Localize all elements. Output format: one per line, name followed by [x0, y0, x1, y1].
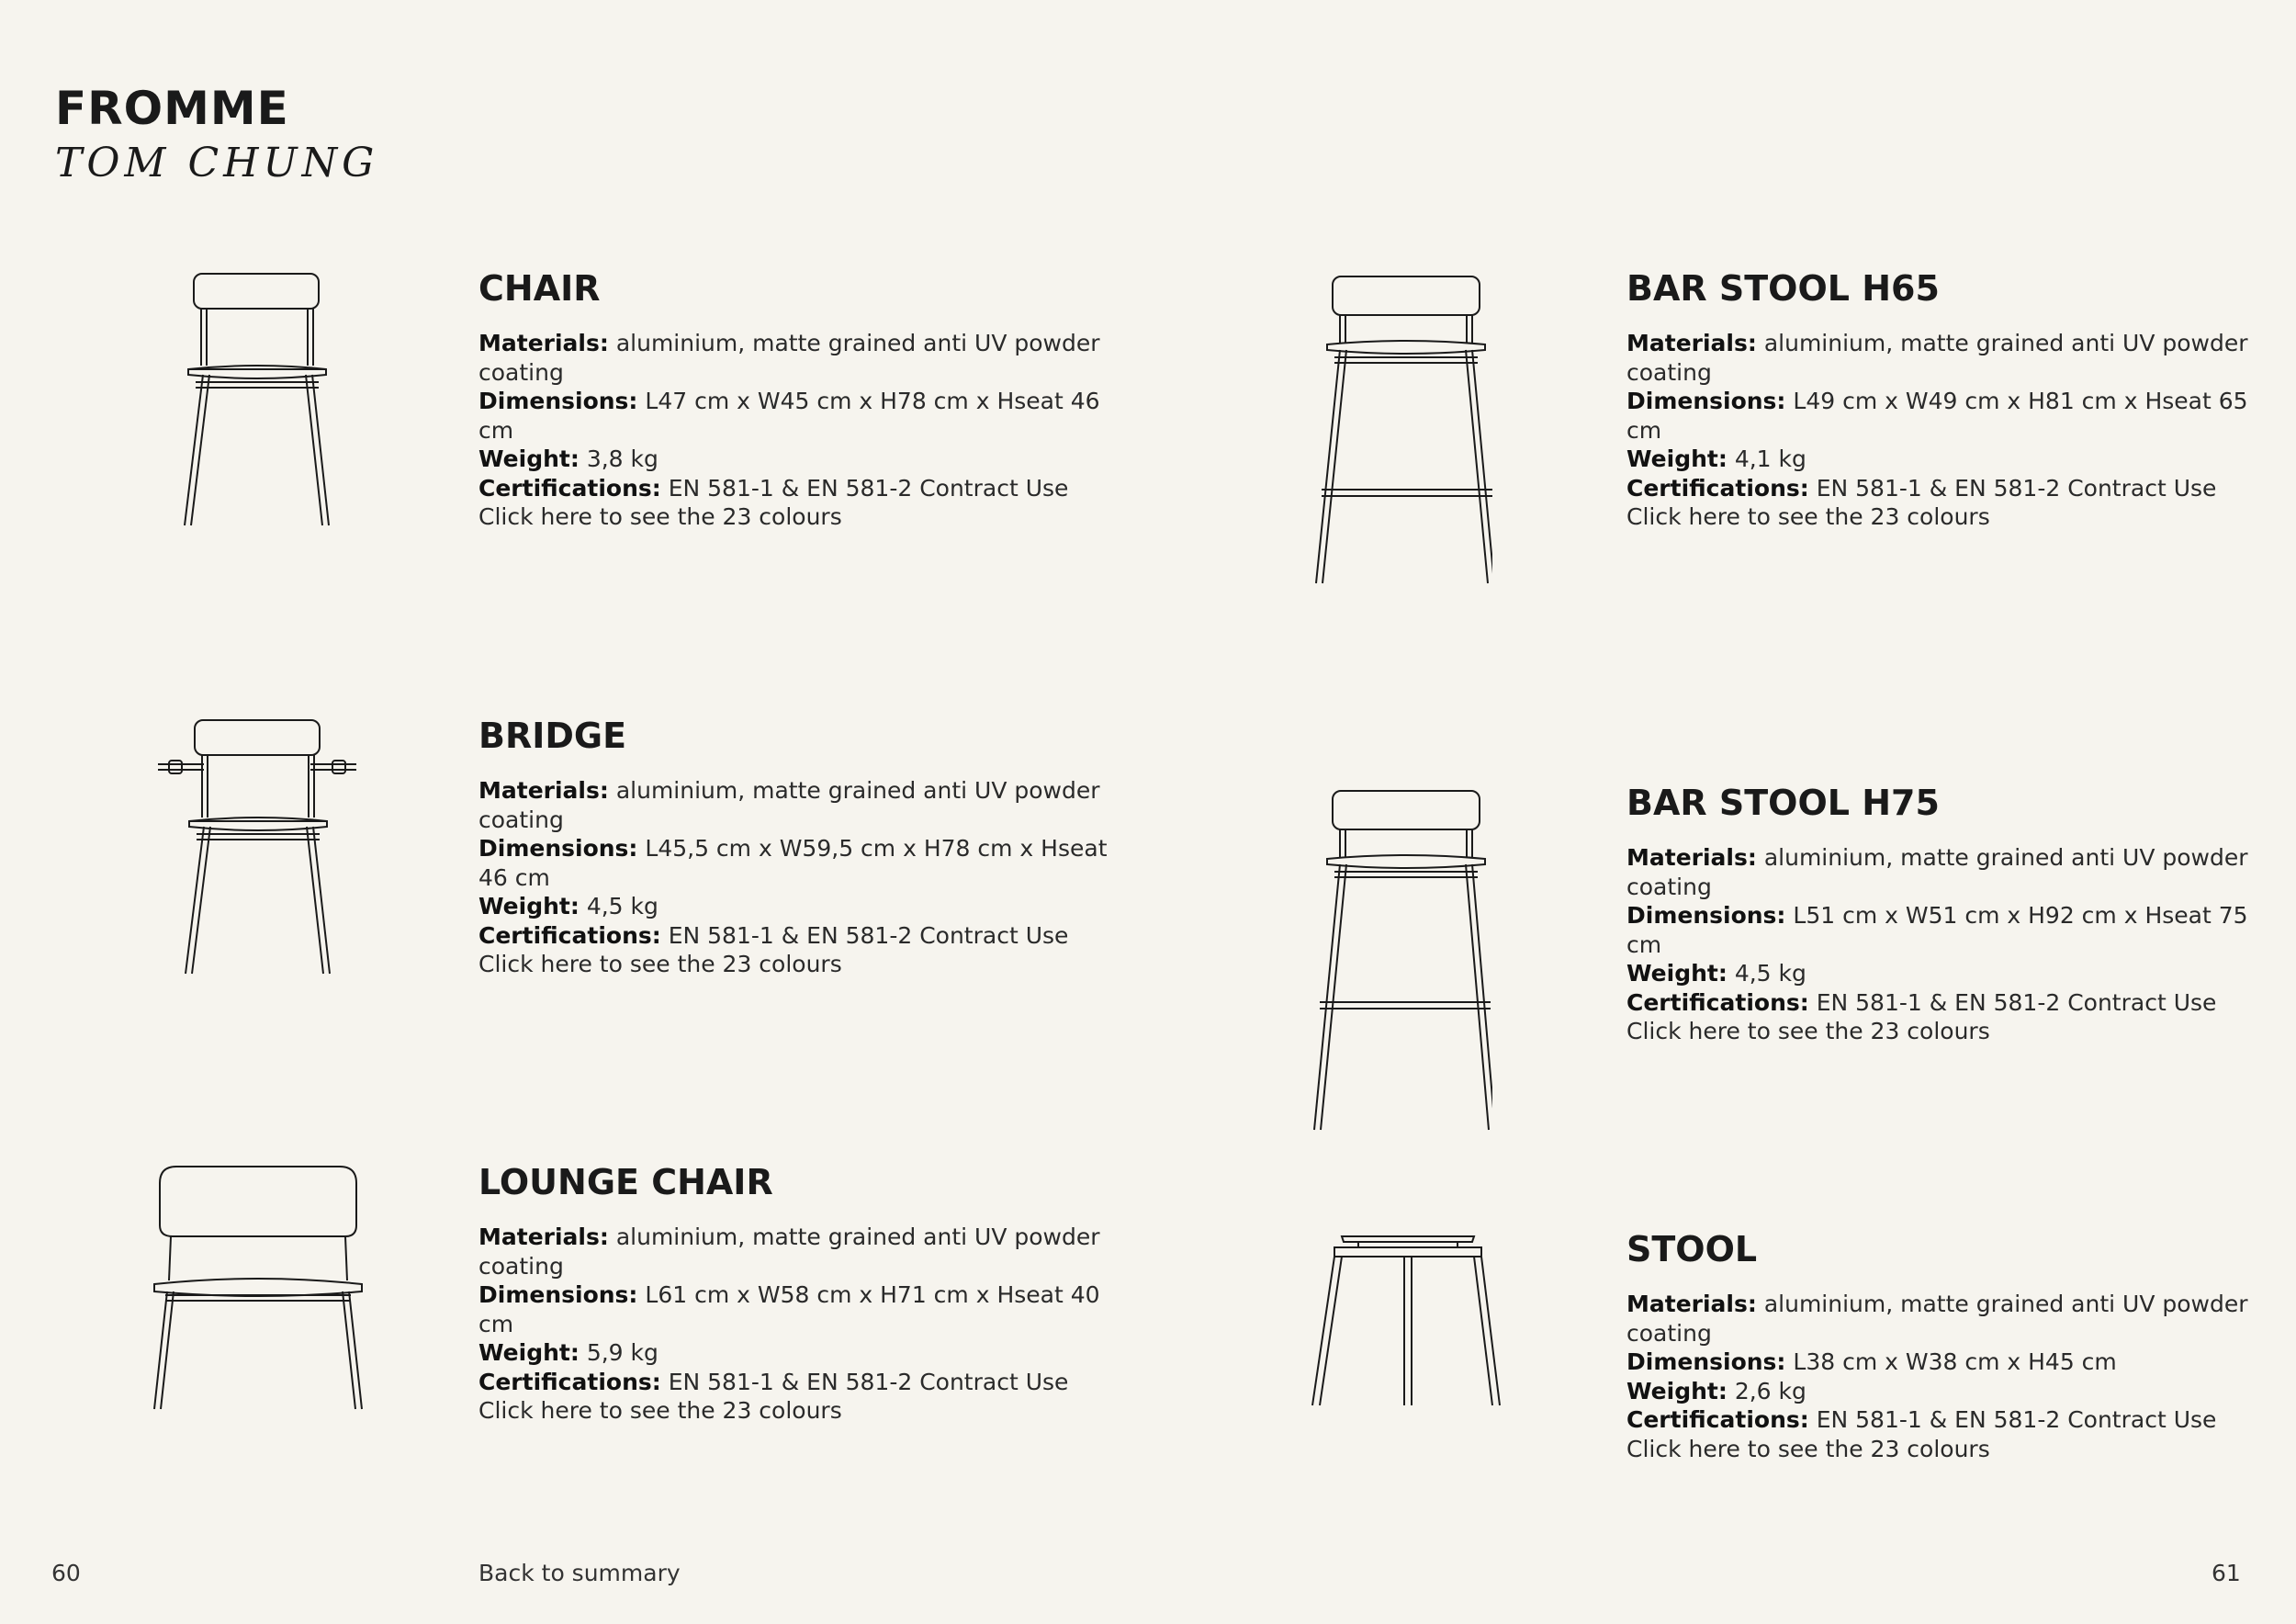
product-title: BRIDGE [478, 716, 627, 756]
product-chair [478, 266, 1121, 532]
armchair-drawing [156, 715, 363, 986]
product-bar-stool-h75 [1626, 781, 2269, 1046]
certifications-line: Certifications: EN 581-1 & EN 581-2 Contract Use [1626, 1406, 2217, 1433]
page-number-right: 61 [2212, 1560, 2241, 1586]
certifications-line: Certifications: EN 581-1 & EN 581-2 Contract Use [478, 921, 1069, 949]
product-title: LOUNGE CHAIR [478, 1162, 773, 1202]
materials-line: Materials: aluminium, matte grained anti UV powder coating [1626, 844, 2248, 900]
product-stool [1626, 1227, 2269, 1463]
certifications-line: Certifications: EN 581-1 & EN 581-2 Contract Use [478, 1368, 1069, 1395]
brand-header [55, 81, 378, 189]
colours-link[interactable]: Click here to see the 23 colours [1626, 1018, 1990, 1044]
certifications-line: Certifications: EN 581-1 & EN 581-2 Contract Use [1626, 988, 2217, 1016]
product-bridge [478, 714, 1121, 979]
weight-line: Weight: 3,8 kg [478, 445, 658, 472]
weight-line: Weight: 2,6 kg [1626, 1377, 1806, 1404]
dimensions-line: Dimensions: L51 cm x W51 cm x H92 cm x Hseat 75 cm [1626, 902, 2248, 958]
materials-line: Materials: aluminium, matte grained anti UV powder coating [478, 1224, 1100, 1280]
colours-link[interactable]: Click here to see the 23 colours [1626, 503, 1990, 530]
materials-line: Materials: aluminium, matte grained anti UV powder coating [1626, 330, 2248, 386]
bar-stool-h75-drawing [1309, 785, 1492, 1139]
certifications-line: Certifications: EN 581-1 & EN 581-2 Contract Use [1626, 474, 2217, 502]
dimensions-line: Dimensions: L38 cm x W38 cm x H45 cm [1626, 1348, 2117, 1375]
weight-line: Weight: 4,5 kg [1626, 960, 1806, 987]
weight-line: Weight: 4,5 kg [478, 893, 658, 919]
page-number-left: 60 [51, 1560, 81, 1586]
collection-title: FROMME [55, 82, 289, 135]
back-to-summary-link[interactable]: Back to summary [478, 1560, 681, 1586]
materials-line: Materials: aluminium, matte grained anti UV powder coating [478, 777, 1100, 833]
product-title: STOOL [1626, 1229, 1758, 1269]
product-title: BAR STOOL H65 [1626, 268, 1940, 309]
weight-line: Weight: 4,1 kg [1626, 445, 1806, 472]
product-lounge-chair [478, 1160, 1121, 1426]
certifications-line: Certifications: EN 581-1 & EN 581-2 Contract Use [478, 474, 1069, 502]
colours-link[interactable]: Click here to see the 23 colours [478, 951, 842, 977]
lounge-chair-drawing [149, 1161, 369, 1418]
dimensions-line: Dimensions: L49 cm x W49 cm x H81 cm x Hseat 65 cm [1626, 388, 2248, 444]
chair-drawing [179, 266, 340, 537]
stool-drawing [1309, 1229, 1511, 1413]
dimensions-line: Dimensions: L47 cm x W45 cm x H78 cm x Hseat 46 cm [478, 388, 1100, 444]
product-title: BAR STOOL H75 [1626, 783, 1940, 823]
colours-link[interactable]: Click here to see the 23 colours [478, 1397, 842, 1424]
materials-line: Materials: aluminium, matte grained anti UV powder coating [478, 330, 1100, 386]
dimensions-line: Dimensions: L61 cm x W58 cm x H71 cm x Hseat 40 cm [478, 1281, 1100, 1337]
weight-line: Weight: 5,9 kg [478, 1339, 658, 1366]
product-title: CHAIR [478, 268, 601, 309]
dimensions-line: Dimensions: L45,5 cm x W59,5 cm x H78 cm x Hseat 46 cm [478, 835, 1108, 891]
bar-stool-h65-drawing [1309, 271, 1492, 592]
colours-link[interactable]: Click here to see the 23 colours [1626, 1435, 1990, 1462]
designer-name: TOM CHUNG [55, 140, 379, 186]
colours-link[interactable]: Click here to see the 23 colours [478, 503, 842, 530]
materials-line: Materials: aluminium, matte grained anti UV powder coating [1626, 1291, 2248, 1347]
product-bar-stool-h65 [1626, 266, 2269, 532]
